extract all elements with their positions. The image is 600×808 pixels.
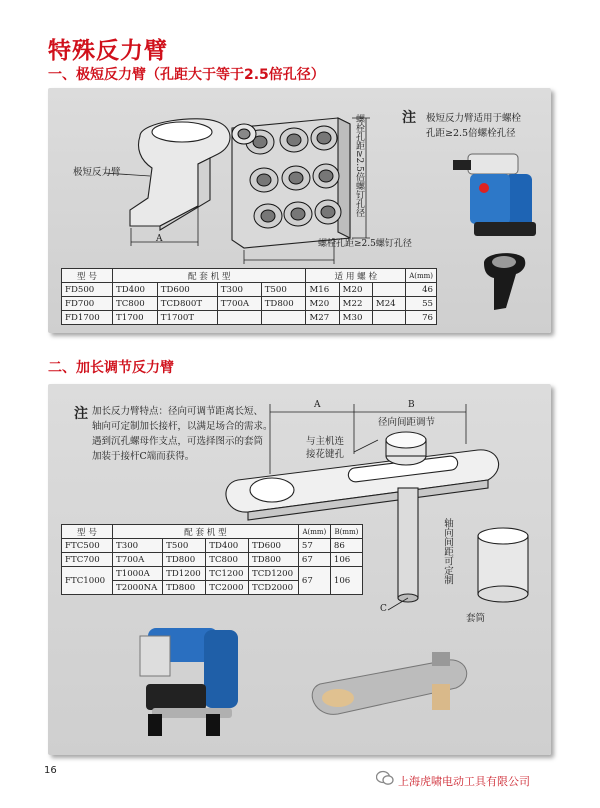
table-header-row <box>62 269 437 283</box>
table-cell: TD800 <box>163 553 206 567</box>
section1-spec-table <box>61 268 437 325</box>
section1-note-line: 孔距≥2.5倍螺栓孔径 <box>426 128 516 139</box>
table-row <box>62 297 437 311</box>
horizontal-spacing-label: 螺栓孔距≥2.5螺钉孔径 <box>318 239 412 249</box>
vertical-spacing-label: 螺栓孔距≥2.5倍螺钉孔径 <box>354 114 364 217</box>
table-cell: FTC1000 <box>62 567 113 595</box>
table-cell <box>372 283 405 297</box>
page-number: 16 <box>44 765 57 776</box>
table-cell <box>372 311 405 325</box>
section2-note-line: 轴向可定制加长接杆，以满足场合的需求。 <box>92 421 273 432</box>
dim-a-label: A <box>314 400 321 410</box>
table-cell: 86 <box>330 539 362 553</box>
table-header: 配 套 机 型 <box>113 269 306 283</box>
table-cell: TC2000 <box>206 581 249 595</box>
section2-note-mark: 注 <box>74 406 88 422</box>
table-header: 型 号 <box>62 269 113 283</box>
table-header: B(mm) <box>330 525 362 539</box>
table-cell: FD700 <box>62 297 113 311</box>
section1-heading: 一、极短反力臂（孔距大于等于2.5倍孔径） <box>48 67 325 83</box>
table-cell: T700A <box>217 297 261 311</box>
table-cell: 76 <box>406 311 437 325</box>
table-header-row <box>62 525 363 539</box>
company-name: 上海虎啸电动工具有限公司 <box>398 775 530 788</box>
table-cell: T1700 <box>113 311 158 325</box>
table-cell: 57 <box>298 539 330 553</box>
table-cell: TC800 <box>206 553 249 567</box>
table-header: 型 号 <box>62 525 113 539</box>
connect-label <box>306 435 344 461</box>
table-cell: TD800 <box>249 553 299 567</box>
table-cell: M27 <box>306 311 339 325</box>
table-cell: M24 <box>372 297 405 311</box>
section2-spec-table <box>61 524 363 595</box>
dim-a-label: A <box>156 234 163 244</box>
table-cell: M30 <box>339 311 372 325</box>
table-cell: TC1200 <box>206 567 249 581</box>
c-end-label: C <box>380 604 387 614</box>
axial-custom-label: 轴向间距可定制 <box>442 518 453 585</box>
table-row <box>62 553 363 567</box>
table-cell: T700A <box>113 553 163 567</box>
section2-note-line: 加长反力臂特点：径向可调节距离长短、 <box>92 406 264 417</box>
table-cell: TCD1200 <box>249 567 299 581</box>
table-cell: FD500 <box>62 283 113 297</box>
table-row <box>62 283 437 297</box>
table-cell: TD800 <box>261 297 306 311</box>
table-cell: TCD800T <box>157 297 217 311</box>
table-cell: T1700T <box>157 311 217 325</box>
table-cell: TD1200 <box>163 567 206 581</box>
sleeve-label: 套筒 <box>466 613 486 624</box>
table-cell: 67 <box>298 553 330 567</box>
section1-note-line: 极短反力臂适用于螺栓 <box>426 113 522 124</box>
section1-note-mark: 注 <box>402 110 416 126</box>
table-cell: TD400 <box>206 539 249 553</box>
table-cell: T300 <box>113 539 163 553</box>
wechat-icon <box>376 770 394 790</box>
table-cell: M20 <box>306 297 339 311</box>
table-cell: M16 <box>306 283 339 297</box>
table-cell: TD600 <box>249 539 299 553</box>
table-cell: 55 <box>406 297 437 311</box>
table-cell: T1000A <box>113 567 163 581</box>
table-cell: 106 <box>330 567 362 595</box>
connect-label-line: 接花键孔 <box>306 449 345 460</box>
section2-panel <box>48 384 551 755</box>
section2-note-line: 加装于接杆C端而获得。 <box>92 451 195 462</box>
table-cell: 106 <box>330 553 362 567</box>
table-header: A(mm) <box>406 269 437 283</box>
section2-note <box>92 404 273 464</box>
section2-note-line: 遇到沉孔螺母作支点，可选择图示的套筒 <box>92 436 264 447</box>
table-row <box>62 311 437 325</box>
section1-note <box>426 111 521 141</box>
table-header: A(mm) <box>298 525 330 539</box>
table-header: 适 用 螺 栓 <box>306 269 406 283</box>
short-arm-label: 极短反力臂 <box>73 167 121 178</box>
table-row <box>62 539 363 553</box>
table-cell: TCD2000 <box>249 581 299 595</box>
table-cell: FTC700 <box>62 553 113 567</box>
table-cell <box>261 311 306 325</box>
table-cell: T500 <box>261 283 306 297</box>
table-cell: T300 <box>217 283 261 297</box>
section2-heading: 二、加长调节反力臂 <box>48 360 174 376</box>
dim-b-label: B <box>408 400 415 410</box>
table-cell: T500 <box>163 539 206 553</box>
table-cell: M22 <box>339 297 372 311</box>
table-cell: FD1700 <box>62 311 113 325</box>
table-cell: 67 <box>298 567 330 595</box>
table-cell: TC800 <box>113 297 158 311</box>
table-header: 配 套 机 型 <box>113 525 299 539</box>
table-cell: T2000NA <box>113 581 163 595</box>
table-cell: FTC500 <box>62 539 113 553</box>
table-cell: TD400 <box>113 283 158 297</box>
table-cell: 46 <box>406 283 437 297</box>
table-row <box>62 567 363 581</box>
table-cell: TD600 <box>157 283 217 297</box>
table-cell <box>217 311 261 325</box>
page-title: 特殊反力臂 <box>48 38 168 64</box>
table-cell: TD800 <box>163 581 206 595</box>
connect-label-line: 与主机连 <box>306 436 345 447</box>
radial-adjust-label: 径向间距调节 <box>378 417 436 428</box>
table-cell: M20 <box>339 283 372 297</box>
section1-panel <box>48 88 551 333</box>
